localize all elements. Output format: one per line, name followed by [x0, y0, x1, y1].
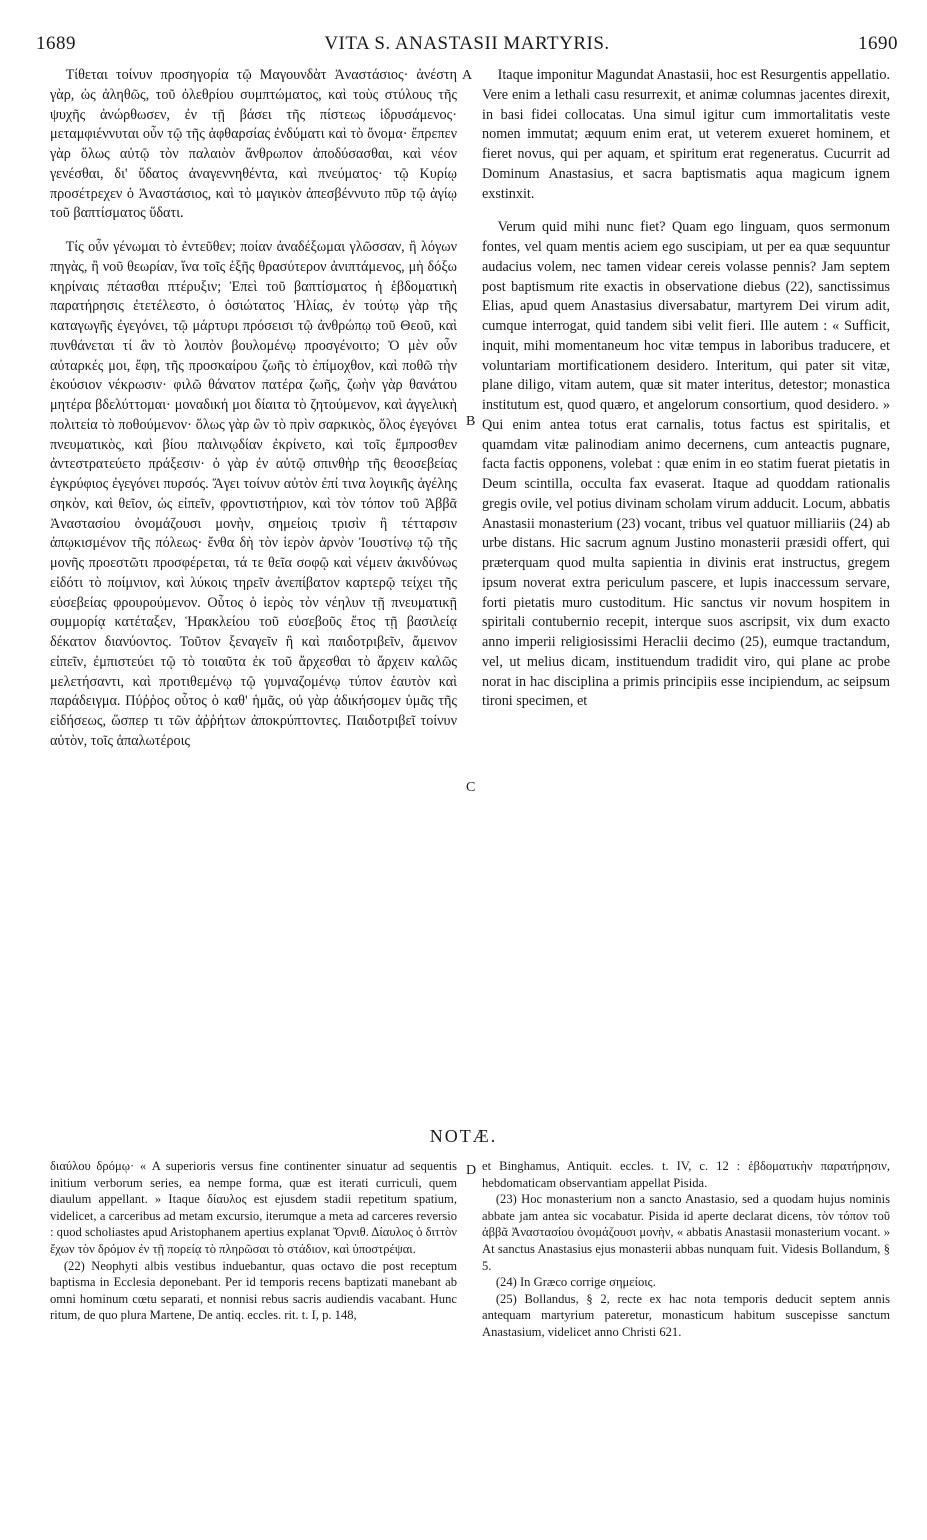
notes-heading: NOTÆ. — [429, 1126, 498, 1146]
note-25: (25) Bollandus, § 2, recte ex hac nota temporis deducit septem annis antequam martyrium pateretur, monasticum habitum suscepisse sanctum Anastasium, videlicet anno Christi 621. — [482, 1291, 890, 1339]
page-number-right: 1690 — [858, 33, 898, 54]
greek-paragraph-2: Τίς οὖν γένωμαι τὸ ἐντεῦθεν; ποίαν ἀναδέξωμαι γλῶσσαν, ἢ λόγων πηγὰς, ἢ νοῦ θεωρίαν, ἵνα τοῖς ἑξῆς θρασύτερον ἀνιπτάμενος, μὴ δόξω κηρίναις πέτασθαι πτέρυξιν; Ἐπεὶ τοῦ βαπτίσματος ἡ ἑβδοματικὴ παρατήρησις ἐτετέλεστο, ὁ ὁσιώτατος Ἠλίας, ἐν τούτῳ γὰρ τῆς καταγωγῆς ἐγεγόνει, τῷ μάρτυρι πρόσεισι τῷ ἀνθρώπῳ τοῦ Θεοῦ, καὶ πυνθάνεται τί ἂν τὸ λοιπὸν βουλομένῳ προσγένοιτο; Ὁ μὲν οὖν αὐταρκές μοι, ἔφη, τῆς προσκαίρου ζωῆς τὸ ἐπίμοχθον, καὶ ποθῶ τὴν ἑκούσιον νέκρωσιν· φιλῶ θάνατον πατέρα ζωῆς, ζωὴν γὰρ θανάτου μητέρα βδελύττομαι· μοναδική μοι δίαιτα τὸ ζητούμενον, καὶ ἀγγελικὴ πολιτεία τὸ ποθούμενον· ὅλως γὰρ ὢν τὸ πρὶν σαρκικὸς, ὅλος ἐγεγόνει πνευματικὸς, καὶ βίου παλινῳδίαν ἐκρίνετο, καὶ τοῖς ἔμπροσθεν ἀντεστρατεύετο πράξεσιν· ὁ γὰρ ἐν αὐτῷ σπινθὴρ τῆς θεοσεβείας ἐγκρύφιος ἐγεγόνει πυρσός. Ἄγει τοίνυν αὐτὸν ἐπί τινα λογικῆς ἀγέλης σηκὸν, καὶ θεῖον, ὡς εἰπεῖν, φροντιστήριον, καὶ τὸν τόπον τοῦ Ἀββᾶ Ἀναστασίου ὀνομάζουσι μονὴν, σημείοις τρισὶν ἢ τέτταρσιν ἀπῳκισμένον τῆς πόλεως· ἔνθα δὴ τὸν ἱερὸν ἀρνὸν Ἰουστίνῳ τῷ τῆς μονῆς προεστῶτι προσφέρεται, τά τε θεῖα σοφῷ καὶ νέμειν ἀκινδύνως εἰδότι τὸ ποίμνιον, καὶ λύκοις τηρεῖν ἀνεπίβατον καρτερῷ τείχει τῆς εὐσεβείας φρουρούμενον. Οὗτος ὁ ἱερὸς τὸν νέηλυν τῇ πνευματικῇ συμμορίᾳ κατέταξεν, Ἡρακλείου τοῦ εὐσεβοῦς ἔτος τῇ βασιλείᾳ δέκατον διανύοντος. Τοῦτον ξεναγεῖν ἢ καὶ παιδοτριβεῖν, ἄμεινον εἰπεῖν, ἐμπιστεύει τῷ τὸ τοιαῦτα ἐκ τοῦ ἄρχεσθαι τὸ ἄρχειν καλῶς μελετήσαντι, καὶ προτιθεμένῳ τῷ γυμναζομένῳ τύπον ἑαυτὸν καὶ παράδειγμα. Πύῤῥος οὗτος ὁ καθ' ἡμᾶς, οὐ γὰρ ἀδικήσομεν ὑμᾶς τῆς εἰδήσεως, ὥσπερ τι τῶν ἀῤῥήτων ἀποκρύπτοντες. Παιδοτριβεῖ τοίνυν αὐτὸν, τοῖς ἁπαλωτέροις — [50, 239, 457, 749]
note-22-continued: et Binghamus, Antiquit. eccles. t. IV, c. 12 : ἑβδοματικὴν παρατήρησιν, hebdomaticam observantiam appellat Pisida. — [482, 1159, 890, 1190]
margin-letter-c: C — [466, 780, 476, 795]
running-title: VITA S. ANASTASII MARTYRIS. — [324, 33, 610, 54]
page-number-left: 1689 — [36, 33, 76, 54]
latin-paragraph-2: Verum quid mihi nunc fiet? Quam ego linguam, quos sermonum fontes, vel quam mentis aciem ego suscipiam, ut per ea quæ sequuntur audacius volem, nec tamen videar cereis volasse pennis? Jam septem post baptismum rite exactis in observatione diebus (22), sanctissimus Elias, apud quem Anastasius diversabatur, martyrem Dei virum adit, cumque interrogat, quid tandem sibi velit fieri. Ille autem : « Sufficit, inquit, mihi momentaneum hoc vitæ tempus in laboribus traducere, et voluntariam mortificationem desidero. Interitum, qui pater sit vitæ, plane diligo, vitam autem, quæ sit mater interitus, detestor; monastica institutum est, quod quæro, et angelorum consortium, quod desidero. » Qui enim antea totus erat carnalis, totus factus est spiritalis, et quamdam vitæ palinodiam animo decernens, cum anteactis pugnare, facta factis opponens, volebat : quæ enim in eo statim fuerat pietatis in Deum scintilla, occulta fax evaserat. Itaque ad quoddam rationalis gregis ovile, vel potius divinam scholam virum adducit. Locum, abbatis Anastasii monasterium (23) vocant, tribus vel quatuor milliariis (24) ab urbe distans. Hic sacrum agnum Justino monasterii præsidi offert, qui præterquam quod multa sapientia in divinis erat instructus, gregem ipsum noverat extra periculum pascere, et lupis inaccessum servare, forti pietatis muro custoditum. Hic sanctus vir novum hospitem in spiritali contubernio recepit, interque suos ascripsit, vix dum exacto anno imperii religiosissimi Heraclii decimo (25), eumque tractandum, vel, ut melius dicam, instituendum tradidit viro, qui plane ac probe norat in hac disciplina a primis principiis esse incipiendum, ac seipsum tironi specimen, et — [482, 219, 890, 710]
notes-left-column — [50, 1158, 457, 1324]
latin-paragraph-1: Itaque imponitur Magundat Anastasii, hoc est Resurgentis appellatio. Vere enim a lethali casu resurrexit, et animæ columnas jacentes direxit, in basi fidei collocatas. Una simul igitur cum immortalitatis veste nomen immutat; æquum enim erat, ut veterem exueret hominem, et fieret novus, qui per aquam, et spiritum erat regeneratus. Cucurrit ad Dominum Anastasius, et sacra baptismatis aqua magicum ignem exstinxit. — [482, 67, 890, 202]
margin-letter-b: B — [466, 414, 476, 429]
greek-text-column — [50, 66, 457, 752]
note-22: (22) Neophyti albis vestibus induebantur, quas octavo die post receptum baptisma in Ecclesia deponebant. Per id temporis recens baptizati manebant ab omni hominum cœtu separati, et nonnisi rebus sacris audiendis vacabant. Hunc ritum, de quo plura Martene, De antiq. eccles. rit. t. I, p. 148, — [50, 1258, 457, 1323]
note-24: (24) In Græco corrige σημείοις. — [495, 1275, 656, 1290]
greek-paragraph-1: Τίθεται τοίνυν προσηγορία τῷ Μαγουνδὰτ Ἀναστάσιος· ἀνέστη γὰρ, ὡς ἀληθῶς, τοῦ ὀλεθρίου συμπτώματος, καὶ τοὺς στύλους τῆς ψυχῆς ἀνώρθωσεν, ἐν τῇ βάσει τῆς πίστεως ἱδρυσάμενος· μεταμφιέννυται οὖν τῷ τῆς ἀφθαρσίας ἐνδύματι καὶ τὸ ὄνομα· ἔπρεπεν γὰρ ὅλως αὐτῷ τὸν παλαιὸν ἄνθρωπον ἀποδύσασθαι, καὶ νέον γενέσθαι, δι' ὕδατος ἀναγεννηθέντα, καὶ πνεύματος· τῷ Κυρίῳ προσέτρεχεν ὁ Ἀναστάσιος, καὶ τὸ μαγικὸν ἀπεσβέννυτο πῦρ τῷ ἁγίῳ τοῦ βαπτίσματος ὕδατι. — [50, 67, 457, 222]
latin-text-column — [482, 66, 890, 712]
note-diaulos: διαύλου δρόμῳ· « A superioris versus fine continenter sinuatur ad sequentis initium verborum series, ea nempe forma, quæ est iterati curriculi, quem diaulum appellant. » Itaque δίαυλος est ejusdem stadii repetitum spatium, videlicet, a carceribus ad metam excursio, iterumque a meta ad carceres reversio : quod scholiastes apud Aristophanem apertius explanat Ὄρνιθ. Δίαυλος ὁ διττὸν ἔχων τὸν δρόμον ἐν τῇ πορείᾳ τὸ πληρῶσαι τὸ στάδιον, καὶ ὑποστρέψαι. — [50, 1159, 458, 1256]
margin-letter-d: D — [466, 1163, 477, 1178]
margin-letter-a: A — [462, 68, 473, 83]
note-23: (23) Hoc monasterium non a sancto Anastasio, sed a quodam hujus nominis abbate jam antea sic vocabatur. Pisida id aperte declarat dicens, τὸν τόπον τοῦ ἀββᾶ Ἀναστασίου ὀνομάζουσι μονὴν, « abbatis Anastasii monasterium vocant. » At sanctus Anastasius ejus monasterii abbas nunquam fuit. Videsis Bollandum, § 5. — [482, 1192, 890, 1273]
running-header — [36, 33, 898, 57]
notes-right-column — [482, 1158, 890, 1341]
